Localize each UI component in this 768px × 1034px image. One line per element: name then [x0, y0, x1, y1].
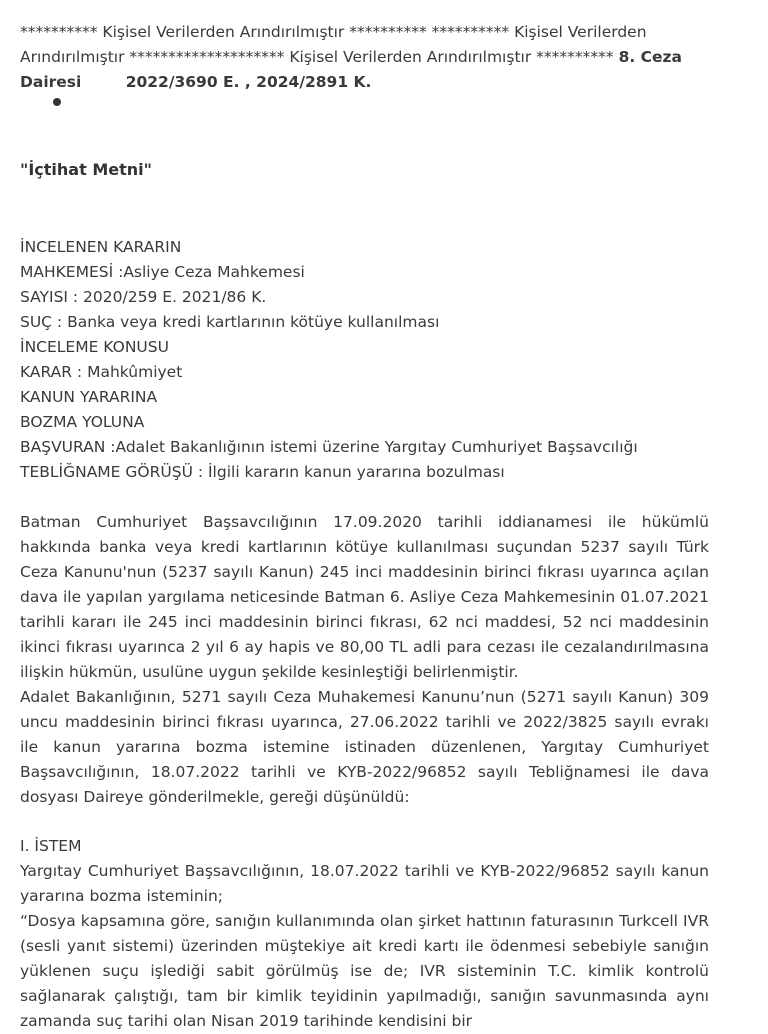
- meta-line: İNCELEME KONUSU: [20, 338, 169, 356]
- meta-line: MAHKEMESİ :Asliye Ceza Mahkemesi: [20, 263, 305, 281]
- section-heading: I. İSTEM: [20, 837, 82, 855]
- paragraph: Adalet Bakanlığının, 5271 sayılı Ceza Muhakemesi Kanunu’nun (5271 sayılı Kanun) 309 uncu maddesinin birinci fıkrası uyarınca, 27.06.2022 tarihli ve 2022/3825 sayılı evrakı ile kanun yararına bozma istemine istinaden düzenlenen, Yargıtay Cumhuriyet Başsavcılığının, 18.07.2022 tarihli ve KYB-2022/96852 sayılı Tebliğnamesi ile dava dosyası Daireye gönderilmekle, gereği düşünüldü:: [20, 688, 709, 806]
- paragraph: Batman Cumhuriyet Başsavcılığının 17.09.2020 tarihli iddianamesi ile hükümlü hakkında banka veya kredi kartlarının kötüye kullanılması suçundan 5237 sayılı Türk Ceza Kanunu'nun (5237 sayılı Kanun) 245 inci maddesinin birinci fıkrası uyarınca açılan dava ile yapılan yargılama neticesinde Batman 6. Asliye Ceza Mahkemesinin 01.07.2021 tarihli kararı ile 245 inci maddesinin birinci fıkrası, 62 nci maddesi, 52 nci maddesinin ikinci fıkrası uyarınca 2 yıl 6 ay hapis ve 80,00 TL adli para cezası ile cezalandırılmasına ilişkin hükmün, usulüne uygun şekilde kesinleştiği belirlenmiştir.: [20, 513, 709, 681]
- meta-line: İNCELENEN KARARIN: [20, 238, 182, 256]
- meta-line: KANUN YARARINA: [20, 388, 158, 406]
- meta-line: BOZMA YOLUNA: [20, 413, 145, 431]
- meta-line: SUÇ : Banka veya kredi kartlarının kötüye kullanılması: [20, 313, 440, 331]
- document-header: [20, 20, 710, 95]
- court-name: 8. Ceza Dairesi: [20, 48, 683, 91]
- document-title: "İçtihat Metni": [20, 160, 152, 179]
- redaction-notice: ********** Kişisel Verilerden Arındırılmıştır ********************: [20, 23, 647, 66]
- redaction-notice: Kişisel Verilerden Arındırılmıştır **********: [289, 48, 614, 66]
- meta-line: SAYISI : 2020/259 E. 2021/86 K.: [20, 288, 267, 306]
- body-intro: [20, 510, 709, 810]
- paragraph: “Dosya kapsamına göre, sanığın kullanımında olan şirket hattının faturasının Turkcell IVR (sesli yanıt sistemi) üzerinden müştekiye ait kredi kartı ile ödenmesi sebebiyle sanığın yüklenen suçu işlediği sabit görülmüş ise de; IVR sisteminin T.C. kimlik kontrolü sağlanarak çalıştığı, tam bir kimlik teyidinin yapılmadığı, sanığın savunmasında aynı zamanda suç tarihi olan Nisan 2019 tarihinde kendisini bir: [20, 912, 709, 1030]
- case-numbers: 2022/3690 E. , 2024/2891 K.: [125, 73, 372, 91]
- decision-metadata: [20, 235, 710, 485]
- meta-line: TEBLİĞNAME GÖRÜŞÜ : İlgili kararın kanun yararına bozulması: [20, 463, 505, 481]
- redaction-notice: ********** Kişisel Verilerden Arındırılmıştır **********: [20, 23, 427, 41]
- meta-line: BAŞVURAN :Adalet Bakanlığının istemi üzerine Yargıtay Cumhuriyet Başsavcılığı: [20, 438, 638, 456]
- body-request: [20, 859, 709, 1034]
- meta-line: KARAR : Mahkûmiyet: [20, 363, 183, 381]
- bullet-icon: [53, 98, 61, 106]
- paragraph: Yargıtay Cumhuriyet Başsavcılığının, 18.07.2022 tarihli ve KYB-2022/96852 sayılı kanun yararına bozma isteminin;: [20, 862, 709, 905]
